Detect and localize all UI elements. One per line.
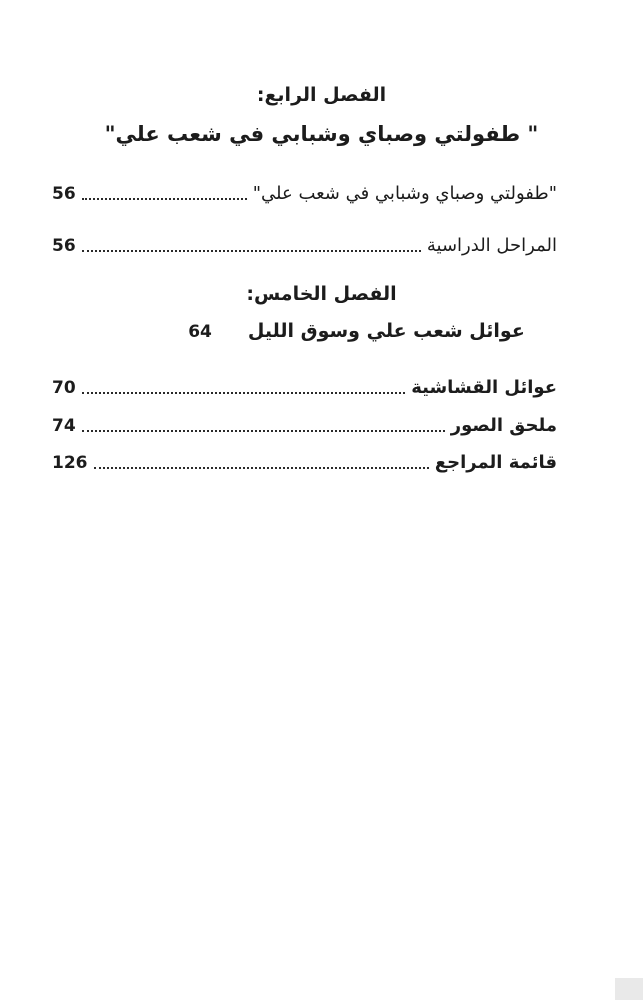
dot-leader xyxy=(82,198,247,200)
toc-entry-label: المراحل الدراسية xyxy=(426,235,557,256)
scan-corner-mark xyxy=(615,978,643,1000)
toc-entry[interactable] xyxy=(52,178,557,206)
toc-entry-label: "طفولتي وصباي وشبابي في شعب علي" xyxy=(252,183,557,204)
toc-entry[interactable] xyxy=(52,372,557,400)
toc-entry[interactable] xyxy=(52,410,557,438)
chapter-5-page: 64 xyxy=(188,322,212,342)
chapter-5-subtitle: عوائل شعب علي وسوق الليل xyxy=(247,320,525,342)
dot-leader xyxy=(82,430,445,432)
toc-entry-page: 126 xyxy=(52,453,88,473)
chapter-5-heading: الفصل الخامس: xyxy=(246,283,397,305)
toc-entry-page: 70 xyxy=(52,378,76,398)
chapter-5-entry[interactable] xyxy=(0,320,643,342)
toc-entry-page: 56 xyxy=(52,236,76,256)
toc-entry-page: 56 xyxy=(52,184,76,204)
toc-entry[interactable] xyxy=(52,447,557,475)
toc-entry[interactable] xyxy=(52,230,557,258)
dot-leader xyxy=(94,467,429,469)
toc-entry-label: ملحق الصور xyxy=(450,415,557,436)
toc-entry-label: عوائل القشاشية xyxy=(411,377,557,398)
dot-leader xyxy=(82,392,406,394)
toc-entry-page: 74 xyxy=(52,416,76,436)
dot-leader xyxy=(82,250,421,252)
chapter-4-subtitle: " طفولتي وصباي وشبابي في شعب علي" xyxy=(104,122,539,146)
chapter-4-heading: الفصل الرابع: xyxy=(256,84,387,106)
toc-entry-label: قائمة المراجع xyxy=(434,452,557,473)
